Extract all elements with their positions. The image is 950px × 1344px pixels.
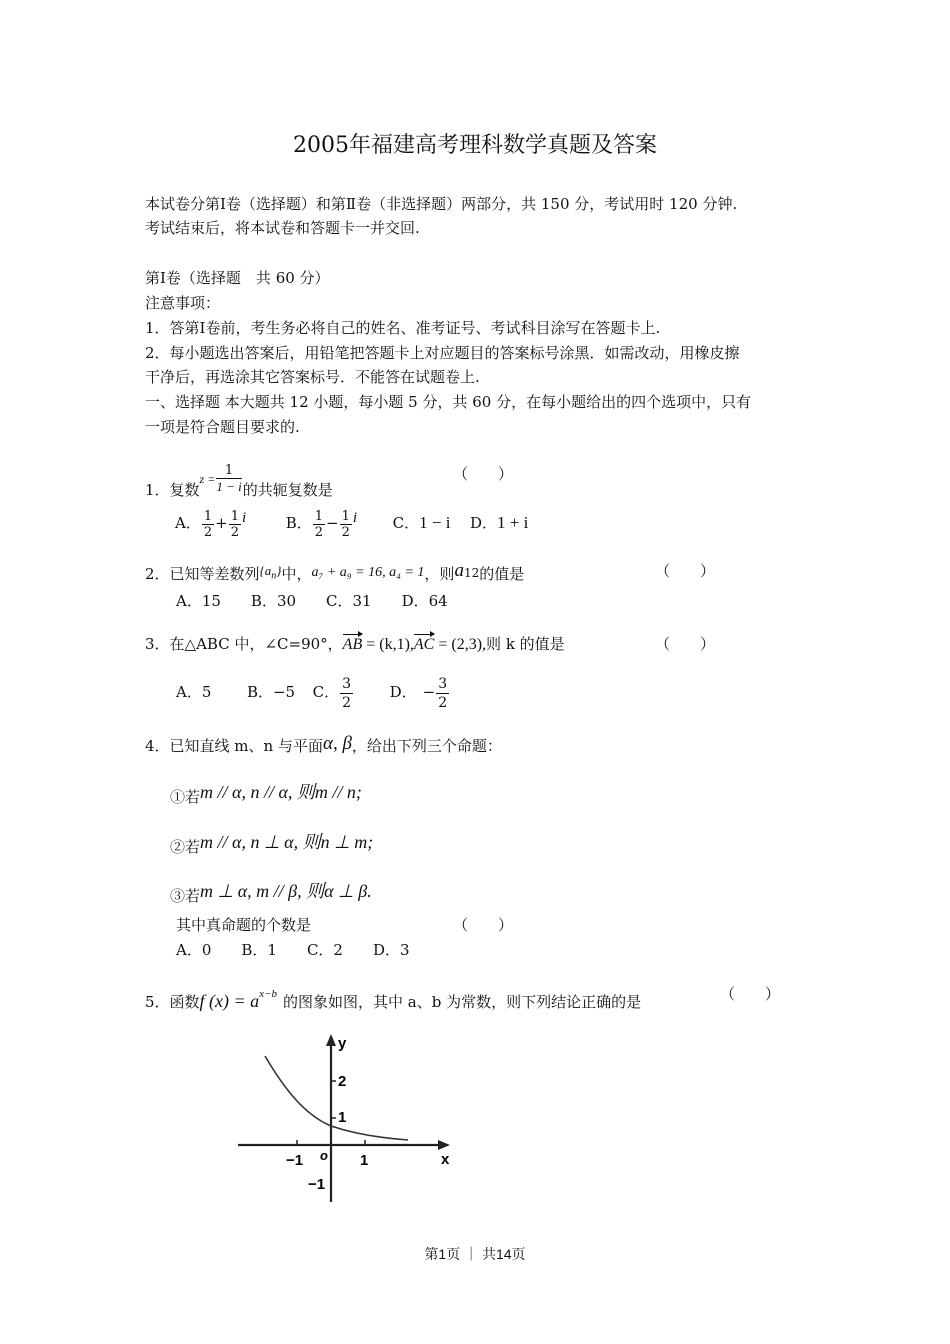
q3-opt-a: A．5 [176,683,212,701]
q1-opt-b-frac2 [340,509,352,540]
q3-opt-c-n: 3 [342,675,352,692]
q4-options: A．0 B．1 C．2 D．3 [176,941,410,959]
y-axis-arrow [326,1034,336,1046]
q3-suffix: 则 k 的值是 [486,635,565,653]
q2-bracket: （ ） [655,562,716,580]
q1-den: 1 − i [216,479,242,494]
q3-opt-d-label: D． [389,683,417,701]
q3-opt-d-n: 3 [438,675,448,692]
question-1 [145,463,333,501]
q2-then: ，则 [424,565,455,583]
tick-label-y1: 1 [338,1109,347,1126]
q3-opt-d-frac [436,675,449,712]
q4-p3-mark: ③若 [170,887,201,905]
question-3 [145,633,565,656]
q1-opt-a-label: A． [175,514,201,532]
q2-prefix: 2．已知等差数列 [145,565,260,583]
q2-a: a [454,560,464,581]
q1-opt-c-value: 1 − i [419,513,451,532]
q4-p1-mark: ①若 [170,788,201,806]
q3-bracket: （ ） [655,635,716,653]
q1-opt-a-op: + [215,514,228,532]
q1-opt-d-label: D． [469,514,498,532]
q3-prefix: 3．在△ABC 中，∠C=90°， [145,635,343,653]
q1-z: z = [199,472,216,486]
q3-opt-c-frac [340,675,353,712]
notes-label: 注意事项： [145,294,221,312]
q1-opt-b-op: − [326,514,339,532]
q1-num: 1 [216,463,241,479]
q1-opt-a-d2: 2 [230,524,239,540]
q5-suffix: 的图象如图，其中 a、b 为常数，则下列结论正确的是 [282,993,642,1011]
q5-function: f (x) = a [199,991,260,1011]
q1-opt-b-d2: 2 [341,524,350,540]
q3-opt-b: B．−5 [246,683,296,701]
section-heading: 第Ⅰ卷（选择题 共 60 分） [145,269,330,287]
q2-seq [259,563,282,582]
note-1: 1．答第Ⅰ卷前，考生务必将自己的姓名、准考证号、考试科目涂写在答题卡上. [145,319,661,337]
q1-opt-b-i: i [352,510,358,526]
q3-opt-d-d: 2 [438,694,448,711]
q1-options [175,503,528,540]
q4-p1-text: m // α, n // α, 则m // n; [200,782,362,802]
q4-ask: 其中真命题的个数是 [176,916,312,934]
q1-bracket: （ ） [453,465,514,483]
origin-label: o [320,1148,328,1163]
q1-suffix: 的共轭复数是 [242,481,333,499]
q4-proposition-1 [170,781,362,808]
q2-seq-open: {a [259,563,272,578]
q1-opt-a-frac1 [202,509,214,540]
q1-opt-a-n1: 1 [203,508,213,524]
q4-bracket: （ ） [453,916,514,934]
q1-opt-b-n2: 1 [341,508,350,524]
q2-condition: a₇ + a₉ = 16, a₄ = 1 [311,565,425,580]
q4-planes: α, β [322,733,352,754]
q3-opt-c-d: 2 [342,694,352,711]
q2-options: A．15 B．30 C．31 D．64 [176,592,448,610]
tick-label-x1: 1 [360,1152,369,1169]
q2-mid: 中， [281,565,312,583]
q4-prefix: 4．已知直线 m、n 与平面 [145,737,323,755]
q4-p3-text: m ⊥ α, m // β, 则α ⊥ β. [200,881,372,901]
question-5 [145,983,641,1013]
q5-prefix: 5．函数 [145,993,200,1011]
q3-opt-d-sign: − [422,683,436,701]
q4-suffix: ，给出下列三个命题： [351,737,502,755]
page-title: 2005年福建高考理科数学真题及答案 [293,133,657,158]
page-footer: 第1页 ｜ 共14页 [424,1246,526,1262]
q2-suffix: 的值是 [479,565,525,583]
q5-bracket: （ ） [720,985,781,1003]
q1-opt-a-n2: 1 [230,508,239,524]
q3-ab-vector [343,636,486,653]
instruction-b: 一项是符合题目要求的. [145,418,300,436]
q3-ab-value: = (k,1), [362,636,414,653]
q1-opt-b-label: B． [285,514,312,532]
q3-options [176,672,450,712]
q1-opt-a-d1: 2 [203,524,213,540]
q1-prefix: 1．复数 [145,481,200,499]
tick-label-y2: 2 [338,1073,347,1090]
q2-seq-close: } [276,563,282,578]
q3-opt-c-label: C． [312,683,340,701]
q4-proposition-3 [170,880,372,907]
q5-graph [230,1030,470,1210]
question-4 [145,733,502,757]
q2-seq-sub: n [271,570,277,582]
tick-label-xm1: −1 [286,1152,304,1169]
intro-line-2: 考试结束后，将本试卷和答题卡一并交回. [145,219,420,237]
q4-p2-text: m // α, n ⊥ α, 则n ⊥ m; [200,832,374,852]
q1-opt-a-i: i [241,510,247,526]
q4-proposition-2 [170,831,373,858]
q1-opt-d-value: 1 + i [497,513,529,532]
q2-a-sub: 12 [463,566,480,580]
q5-exponent: x−b [259,988,277,1000]
q3-ac: AC [414,634,434,656]
q1-opt-a-frac2 [229,509,241,540]
q1-opt-b-n1: 1 [314,508,324,524]
x-axis-arrow [438,1140,450,1150]
q3-ab: AB [343,634,363,656]
function-curve [265,1056,408,1140]
q1-opt-c-label: C． [392,514,420,532]
instruction-a: 一、选择题 本大题共 12 小题，每小题 5 分，共 60 分，在每小题给出的四个选项中，只有 [145,393,752,411]
x-label: x [441,1151,450,1168]
tick-label-ym1: −1 [308,1176,326,1193]
q3-ac-value: = (2,3), [434,636,487,653]
q1-opt-b-frac1 [313,509,325,540]
intro-line-1: 本试卷分第Ⅰ卷（选择题）和第Ⅱ卷（非选择题）两部分，共 150 分，考试用时 120 分钟. [145,195,738,213]
q1-opt-b-d1: 2 [314,524,324,540]
y-label: y [338,1035,347,1052]
q4-p2-mark: ②若 [170,838,201,856]
question-2 [145,560,524,588]
note-2b: 干净后，再选涂其它答案标号．不能答在试题卷上. [145,368,480,386]
note-2a: 2．每小题选出答案后，用铅笔把答题卡上对应题目的答案标号涂黑．如需改动，用橡皮擦 [145,344,740,362]
q1-fraction [216,463,241,494]
